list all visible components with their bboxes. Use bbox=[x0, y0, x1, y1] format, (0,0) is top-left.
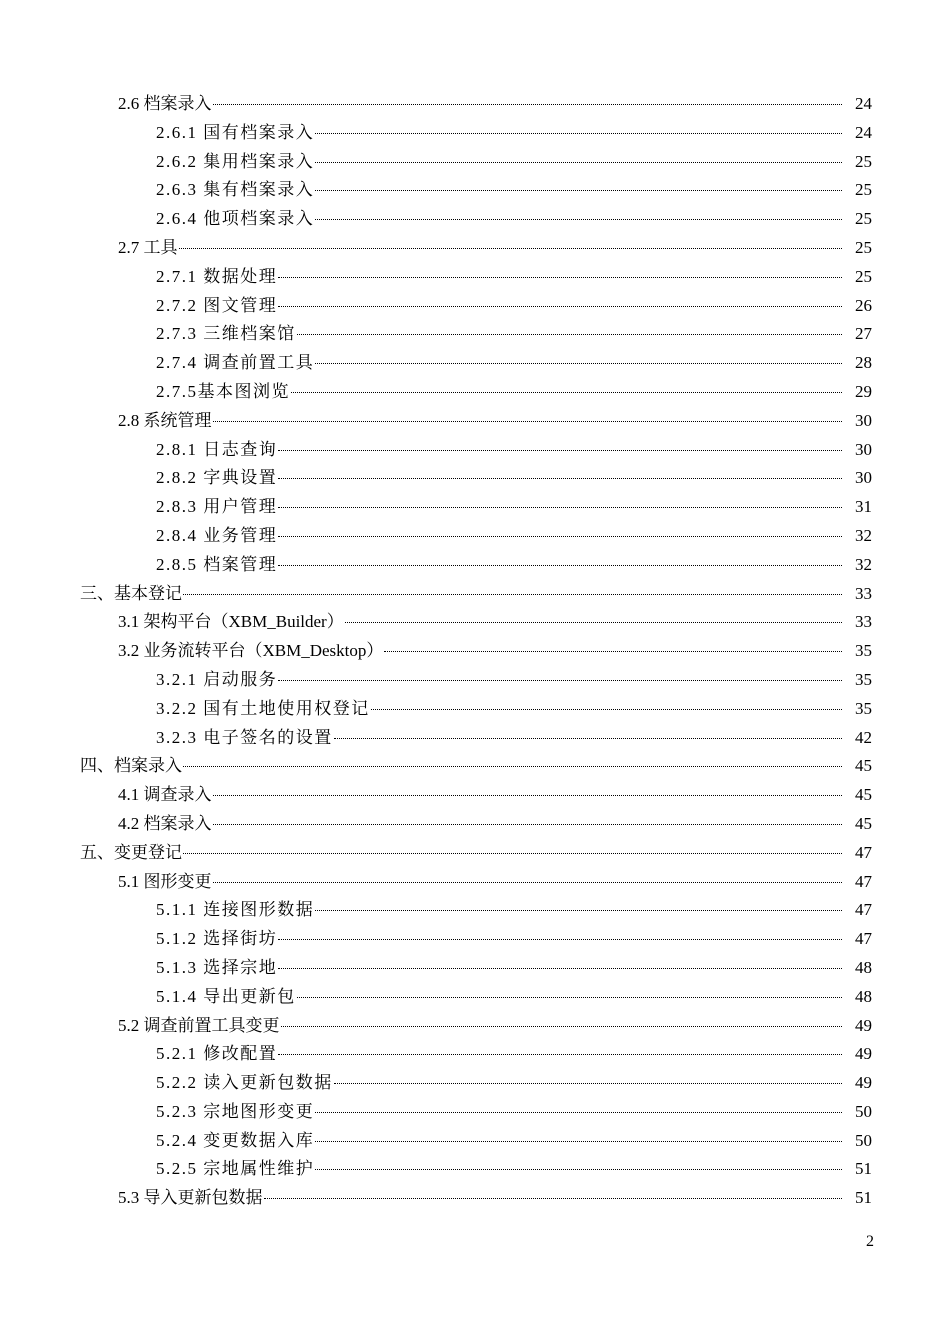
toc-entry[interactable] bbox=[0, 464, 950, 493]
dot-leader bbox=[334, 1083, 842, 1084]
dot-leader bbox=[315, 1141, 842, 1142]
dot-leader bbox=[278, 939, 842, 940]
toc-entry[interactable] bbox=[0, 349, 950, 378]
toc-entry-title: 5.2.1 修改配置 bbox=[156, 1044, 278, 1064]
dot-leader bbox=[315, 190, 842, 191]
toc-entry-title: 3.2.1 启动服务 bbox=[156, 669, 278, 689]
toc-entry-page: 35 bbox=[855, 641, 872, 661]
toc-entry-title: 五、变更登记 bbox=[80, 842, 182, 862]
toc-entry-page: 48 bbox=[855, 957, 872, 977]
dot-leader bbox=[315, 910, 842, 911]
toc-entry-page: 28 bbox=[855, 353, 872, 373]
toc-entry-title: 5.1.2 选择街坊 bbox=[156, 929, 278, 949]
dot-leader bbox=[264, 1198, 843, 1199]
toc-entry-page: 31 bbox=[855, 497, 872, 517]
toc-entry[interactable] bbox=[0, 1155, 950, 1184]
dot-leader bbox=[278, 680, 842, 681]
dot-leader bbox=[315, 162, 842, 163]
toc-entry[interactable] bbox=[0, 1127, 950, 1156]
dot-leader bbox=[278, 277, 842, 278]
toc-entry[interactable] bbox=[0, 292, 950, 321]
toc-entry-title: 5.1.3 选择宗地 bbox=[156, 957, 278, 977]
dot-leader bbox=[278, 536, 842, 537]
toc-entry[interactable] bbox=[0, 1069, 950, 1098]
toc-entry-page: 49 bbox=[855, 1073, 872, 1093]
toc-entry-title: 5.3 导入更新包数据 bbox=[118, 1188, 263, 1208]
toc-entry-page: 33 bbox=[855, 612, 872, 632]
toc-entry[interactable] bbox=[0, 781, 950, 810]
toc-entry-title: 5.1.1 连接图形数据 bbox=[156, 900, 315, 920]
toc-entry-page: 24 bbox=[855, 122, 872, 142]
toc-entry-page: 50 bbox=[855, 1101, 872, 1121]
dot-leader bbox=[281, 1026, 843, 1027]
toc-entry-page: 25 bbox=[855, 209, 872, 229]
toc-entry-title: 2.6.4 他项档案录入 bbox=[156, 209, 315, 229]
toc-entry[interactable] bbox=[0, 695, 950, 724]
dot-leader bbox=[345, 622, 842, 623]
toc-entry-title: 2.7.5基本图浏览 bbox=[156, 381, 290, 401]
toc-entry-page: 47 bbox=[855, 842, 872, 862]
dot-leader bbox=[315, 219, 842, 220]
toc-entry-page: 30 bbox=[855, 439, 872, 459]
toc-entry[interactable] bbox=[0, 1012, 950, 1041]
toc-entry[interactable] bbox=[0, 1184, 950, 1213]
toc-entry-title: 四、档案录入 bbox=[80, 756, 182, 776]
dot-leader bbox=[297, 997, 842, 998]
dot-leader bbox=[297, 334, 842, 335]
toc-entry[interactable] bbox=[0, 551, 950, 580]
dot-leader bbox=[315, 133, 842, 134]
toc-entry[interactable] bbox=[0, 176, 950, 205]
toc-entry-page: 47 bbox=[855, 871, 872, 891]
toc-entry[interactable] bbox=[0, 205, 950, 234]
toc-entry-page: 25 bbox=[855, 180, 872, 200]
toc-entry-title: 2.7.4 调查前置工具 bbox=[156, 353, 315, 373]
dot-leader bbox=[278, 1054, 842, 1055]
toc-entry[interactable] bbox=[0, 90, 950, 119]
toc-entry-page: 51 bbox=[855, 1159, 872, 1179]
toc-entry-title: 4.1 调查录入 bbox=[118, 785, 212, 805]
toc-entry-title: 3.2.3 电子签名的设置 bbox=[156, 727, 333, 747]
toc-entry-page: 42 bbox=[855, 727, 872, 747]
toc-entry-title: 2.7 工具 bbox=[118, 237, 178, 257]
toc-entry-title: 2.7.2 图文管理 bbox=[156, 295, 278, 315]
dot-leader bbox=[315, 363, 842, 364]
toc-entry-title: 2.8.3 用户管理 bbox=[156, 497, 278, 517]
toc-entry[interactable] bbox=[0, 868, 950, 897]
dot-leader bbox=[334, 738, 842, 739]
dot-leader bbox=[278, 450, 842, 451]
toc-entry-page: 50 bbox=[855, 1130, 872, 1150]
toc-entry[interactable] bbox=[0, 608, 950, 637]
toc-entry-title: 2.8.5 档案管理 bbox=[156, 554, 278, 574]
toc-entry-page: 45 bbox=[855, 785, 872, 805]
dot-leader bbox=[291, 392, 842, 393]
toc-entry-title: 3.2 业务流转平台（XBM_Desktop） bbox=[118, 641, 384, 661]
toc-entry[interactable] bbox=[0, 580, 950, 609]
dot-leader bbox=[183, 594, 842, 595]
toc-entry-title: 2.6.3 集有档案录入 bbox=[156, 180, 315, 200]
toc-entry[interactable] bbox=[0, 925, 950, 954]
toc-entry-title: 4.2 档案录入 bbox=[118, 813, 212, 833]
dot-leader bbox=[371, 709, 842, 710]
toc-entry[interactable] bbox=[0, 724, 950, 753]
toc-entry-title: 2.6.2 集用档案录入 bbox=[156, 151, 315, 171]
dot-leader bbox=[183, 853, 842, 854]
toc-entry-page: 32 bbox=[855, 525, 872, 545]
dot-leader bbox=[213, 882, 843, 883]
toc-entry[interactable] bbox=[0, 119, 950, 148]
toc-entry-title: 2.7.3 三维档案馆 bbox=[156, 324, 296, 344]
toc-entry[interactable] bbox=[0, 666, 950, 695]
toc-entry-page: 45 bbox=[855, 756, 872, 776]
toc-entry[interactable] bbox=[0, 263, 950, 292]
toc-entry-title: 5.1 图形变更 bbox=[118, 871, 212, 891]
dot-leader bbox=[278, 478, 842, 479]
toc-entry[interactable] bbox=[0, 436, 950, 465]
toc-entry[interactable] bbox=[0, 1040, 950, 1069]
toc-entry[interactable] bbox=[0, 810, 950, 839]
toc-entry-page: 45 bbox=[855, 813, 872, 833]
dot-leader bbox=[179, 248, 843, 249]
toc-entry-page: 51 bbox=[855, 1188, 872, 1208]
toc-entry[interactable] bbox=[0, 148, 950, 177]
toc-entry-title: 5.2.5 宗地属性维护 bbox=[156, 1159, 315, 1179]
toc-entry-title: 2.7.1 数据处理 bbox=[156, 266, 278, 286]
toc-entry-title: 2.8.4 业务管理 bbox=[156, 525, 278, 545]
toc-entry[interactable] bbox=[0, 637, 950, 666]
table-of-contents bbox=[0, 90, 950, 1213]
toc-entry-page: 24 bbox=[855, 94, 872, 113]
dot-leader bbox=[315, 1169, 842, 1170]
dot-leader bbox=[213, 795, 843, 796]
page-number: 2 bbox=[866, 1233, 874, 1250]
toc-entry-page: 27 bbox=[855, 324, 872, 344]
toc-entry-title: 3.1 架构平台（XBM_Builder） bbox=[118, 612, 344, 632]
dot-leader bbox=[213, 824, 843, 825]
toc-entry-page: 30 bbox=[855, 468, 872, 488]
toc-entry-page: 25 bbox=[855, 151, 872, 171]
toc-entry-title: 2.8.2 字典设置 bbox=[156, 468, 278, 488]
toc-entry-page: 33 bbox=[855, 583, 872, 603]
toc-entry-title: 5.2.2 读入更新包数据 bbox=[156, 1073, 333, 1093]
toc-entry-title: 5.2.4 变更数据入库 bbox=[156, 1130, 315, 1150]
dot-leader bbox=[213, 421, 843, 422]
toc-entry-page: 29 bbox=[855, 381, 872, 401]
toc-entry-page: 48 bbox=[855, 986, 872, 1006]
toc-entry-page: 30 bbox=[855, 410, 872, 430]
toc-entry[interactable] bbox=[0, 234, 950, 263]
toc-entry-page: 49 bbox=[855, 1015, 872, 1035]
dot-leader bbox=[213, 104, 843, 105]
toc-entry-page: 25 bbox=[855, 266, 872, 286]
toc-entry[interactable] bbox=[0, 378, 950, 407]
dot-leader bbox=[183, 766, 842, 767]
toc-entry[interactable] bbox=[0, 407, 950, 436]
toc-entry-page: 35 bbox=[855, 698, 872, 718]
toc-entry[interactable] bbox=[0, 839, 950, 868]
toc-entry-title: 三、基本登记 bbox=[80, 583, 182, 603]
toc-entry[interactable] bbox=[0, 493, 950, 522]
toc-entry-page: 35 bbox=[855, 669, 872, 689]
toc-entry-page: 47 bbox=[855, 900, 872, 920]
toc-entry[interactable] bbox=[0, 954, 950, 983]
dot-leader bbox=[278, 306, 842, 307]
dot-leader bbox=[278, 968, 842, 969]
toc-entry-page: 49 bbox=[855, 1044, 872, 1064]
dot-leader bbox=[278, 507, 842, 508]
toc-entry[interactable] bbox=[0, 522, 950, 551]
toc-entry-page: 47 bbox=[855, 929, 872, 949]
toc-entry-title: 2.6 档案录入 bbox=[118, 94, 212, 113]
toc-entry[interactable] bbox=[0, 896, 950, 925]
toc-entry-title: 5.2 调查前置工具变更 bbox=[118, 1015, 280, 1035]
toc-entry-title: 5.1.4 导出更新包 bbox=[156, 986, 296, 1006]
toc-entry[interactable] bbox=[0, 1098, 950, 1127]
dot-leader bbox=[384, 651, 842, 652]
toc-entry-page: 25 bbox=[855, 237, 872, 257]
toc-entry-page: 32 bbox=[855, 554, 872, 574]
toc-entry[interactable] bbox=[0, 320, 950, 349]
dot-leader bbox=[315, 1112, 842, 1113]
toc-entry[interactable] bbox=[0, 983, 950, 1012]
toc-entry-title: 2.8 系统管理 bbox=[118, 410, 212, 430]
toc-entry-title: 2.8.1 日志查询 bbox=[156, 439, 278, 459]
toc-entry[interactable] bbox=[0, 752, 950, 781]
toc-entry-title: 3.2.2 国有土地使用权登记 bbox=[156, 698, 370, 718]
toc-entry-title: 2.6.1 国有档案录入 bbox=[156, 122, 315, 142]
dot-leader bbox=[278, 565, 842, 566]
toc-entry-title: 5.2.3 宗地图形变更 bbox=[156, 1101, 315, 1121]
toc-entry-page: 26 bbox=[855, 295, 872, 315]
